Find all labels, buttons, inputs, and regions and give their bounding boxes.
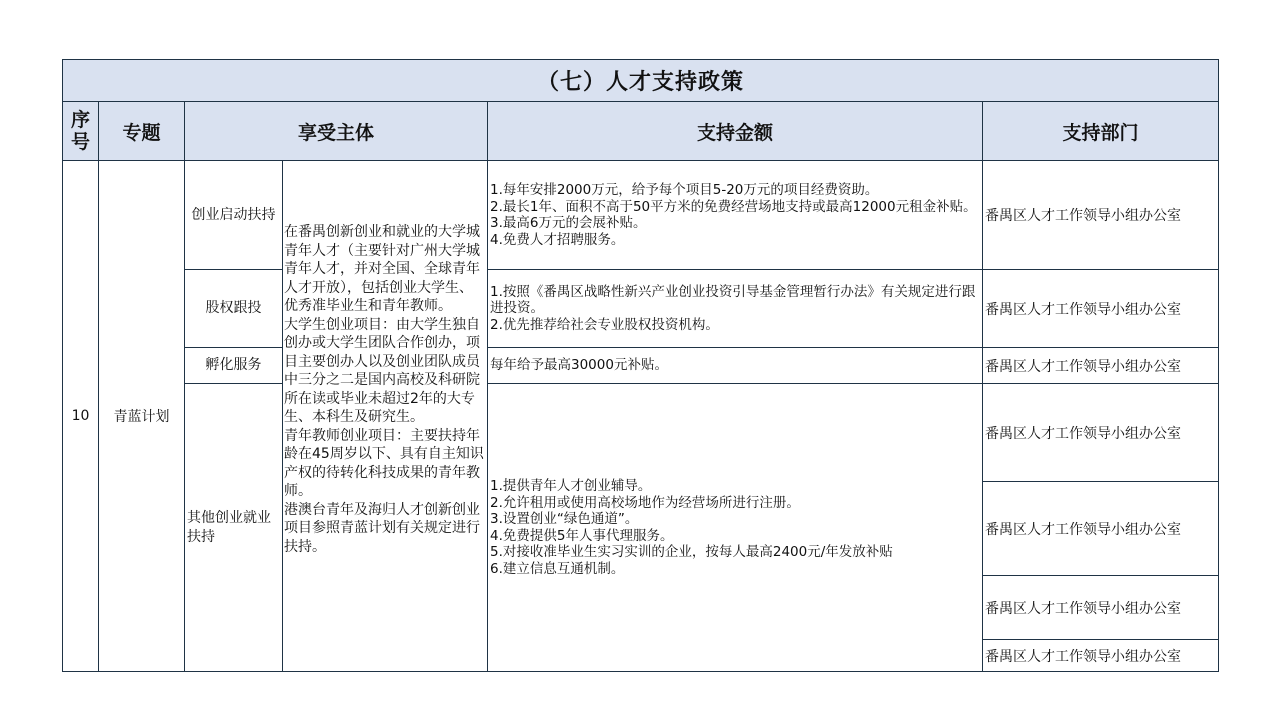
department-cell: 番禺区人才工作领导小组办公室 — [983, 482, 1219, 576]
subitem-other-support: 其他创业就业扶持 — [185, 384, 283, 672]
amount-incubation — [488, 348, 983, 384]
subject-paragraph: 大学生创业项目：由大学生独自创办或大学生团队合作创办，项目主要创办人以及创业团队成员中三分之二是国内高校及科研院所在读或毕业未超过2年的大专生、本科生及研究生。 — [284, 316, 480, 425]
amount-line: 3.最高6万元的会展补贴。 — [490, 215, 647, 231]
amount-startup-support — [488, 161, 983, 270]
amount-line: 4.免费提供5年人事代理服务。 — [490, 527, 674, 544]
subitem-equity-coinvest: 股权跟投 — [185, 270, 283, 348]
header-topic: 专题 — [99, 102, 185, 161]
subitem-incubation: 孵化服务 — [185, 348, 283, 384]
header-subject: 享受主体 — [185, 102, 488, 161]
row-number: 10 — [63, 161, 99, 672]
department-cell: 番禺区人才工作领导小组办公室 — [983, 161, 1219, 270]
amount-line: 4.免费人才招聘服务。 — [490, 231, 625, 248]
header-number: 序号 — [63, 102, 99, 161]
department-cell: 番禺区人才工作领导小组办公室 — [983, 348, 1219, 384]
subject-paragraph: 青年教师创业项目：主要扶持年龄在45周岁以下、具有自主知识产权的待转化科技成果的青年教师。 — [284, 427, 484, 499]
department-cell: 番禺区人才工作领导小组办公室 — [983, 640, 1219, 672]
amount-line: 每年给予最高30000元补贴。 — [490, 357, 668, 374]
header-department: 支持部门 — [983, 102, 1219, 161]
subitem-startup-support: 创业启动扶持 — [185, 161, 283, 270]
amount-line: 1.每年安排2000万元，给予每个项目5-20万元的项目经费资助。 — [490, 182, 879, 198]
amount-line: 2.最长1年、面积不高于50平方米的免费经营场地支持或最高12000元租金补贴。 — [490, 198, 977, 215]
header-amount: 支持金额 — [488, 102, 983, 161]
subject-description — [283, 161, 488, 672]
amount-equity-coinvest — [488, 270, 983, 348]
amount-line: 2.允许租用或使用高校场地作为经营场所进行注册。 — [490, 494, 800, 511]
amount-line: 5.对接收准毕业生实习实训的企业，按每人最高2400元/年发放补贴 — [490, 544, 893, 560]
policy-table — [62, 59, 1219, 672]
amount-line: 6.建立信息互通机制。 — [490, 560, 625, 577]
amount-line: 3.设置创业“绿色通道”。 — [490, 511, 639, 527]
row-topic: 青蓝计划 — [99, 161, 185, 672]
amount-line: 2.优先推荐给社会专业股权投资机构。 — [490, 316, 719, 333]
table-title: （七）人才支持政策 — [63, 60, 1219, 102]
department-cell: 番禺区人才工作领导小组办公室 — [983, 384, 1219, 482]
subject-paragraph: 在番禺创新创业和就业的大学城青年人才（主要针对广州大学城青年人才，并对全国、全球青年人才开放），包括创业大学生、优秀准毕业生和青年教师。 — [284, 224, 480, 314]
amount-line: 1.按照《番禺区战略性新兴产业创业投资引导基金管理暂行办法》有关规定进行跟进投资。 — [490, 283, 976, 317]
department-cell: 番禺区人才工作领导小组办公室 — [983, 270, 1219, 348]
department-cell: 番禺区人才工作领导小组办公室 — [983, 576, 1219, 640]
amount-line: 1.提供青年人才创业辅导。 — [490, 478, 652, 494]
subject-paragraph: 港澳台青年及海归人才创新创业项目参照青蓝计划有关规定进行扶持。 — [284, 501, 480, 555]
amount-other-support — [488, 384, 983, 672]
